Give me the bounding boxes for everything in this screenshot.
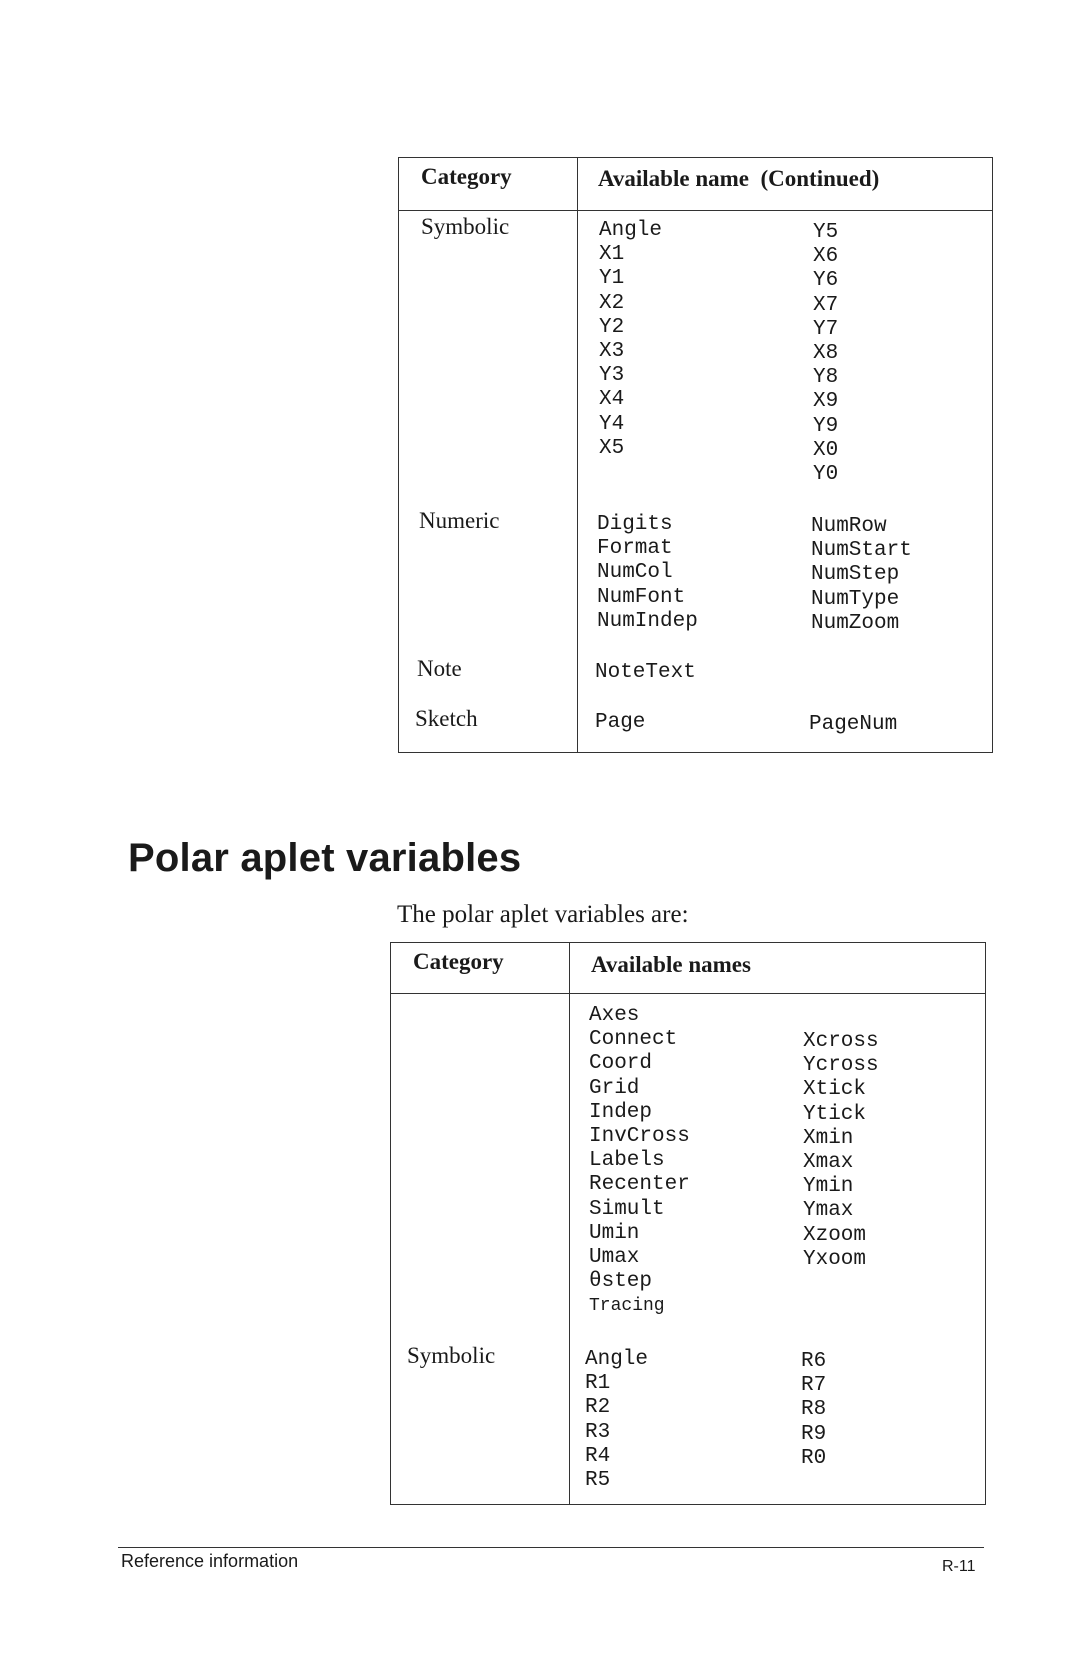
plot-names-col2 bbox=[803, 1030, 879, 1272]
column-divider bbox=[577, 158, 578, 752]
list-item: R8 bbox=[801, 1398, 827, 1422]
list-item: Ycross bbox=[803, 1054, 879, 1078]
sketch-names-col1 bbox=[595, 711, 645, 735]
category-numeric: Numeric bbox=[419, 508, 500, 533]
list-item: NumStart bbox=[811, 539, 912, 563]
list-item: θstep bbox=[589, 1270, 653, 1294]
list-item: NoteText bbox=[595, 661, 696, 684]
list-item: NumFont bbox=[597, 585, 686, 609]
list-item: Xmin bbox=[803, 1126, 854, 1150]
list-item: Xzoom bbox=[803, 1223, 867, 1247]
list-item: Ymax bbox=[803, 1199, 854, 1223]
category-note: Note bbox=[417, 656, 462, 681]
list-item: PageNum bbox=[809, 713, 898, 736]
list-item: R5 bbox=[585, 1469, 611, 1493]
polar-variables-table bbox=[390, 942, 986, 1505]
list-item: Ytick bbox=[803, 1102, 867, 1126]
list-item: NumRow bbox=[811, 515, 887, 538]
list-item: Labels bbox=[589, 1149, 665, 1173]
list-item: R1 bbox=[585, 1372, 611, 1396]
header-divider bbox=[399, 210, 992, 211]
numeric-names-col2 bbox=[811, 515, 912, 636]
plot-names-col1 bbox=[589, 1004, 690, 1319]
list-item: X2 bbox=[599, 291, 625, 315]
list-item: NumCol bbox=[597, 561, 673, 585]
page-number: R-11 bbox=[942, 1558, 976, 1575]
category-symbolic: Symbolic bbox=[421, 214, 510, 239]
list-item: Y1 bbox=[599, 267, 625, 291]
list-item: Digits bbox=[597, 513, 673, 536]
header-available-name: Available name (Continued) bbox=[598, 166, 880, 191]
header-available-names: Available names bbox=[591, 952, 751, 977]
list-item: Recenter bbox=[589, 1173, 690, 1197]
symbolic-names-col1 bbox=[599, 219, 662, 461]
list-item: Ymin bbox=[803, 1175, 854, 1199]
list-item: Y4 bbox=[599, 412, 625, 436]
list-item: InvCross bbox=[589, 1125, 690, 1149]
list-item: NumZoom bbox=[811, 611, 900, 635]
list-item: Y7 bbox=[813, 317, 839, 341]
list-item: Indep bbox=[589, 1100, 653, 1124]
header-divider bbox=[391, 993, 985, 994]
header-category: Category bbox=[413, 949, 504, 974]
list-item: NumType bbox=[811, 587, 900, 611]
symbolic-names-col2 bbox=[801, 1350, 826, 1471]
list-item: R3 bbox=[585, 1420, 611, 1444]
list-item: Axes bbox=[589, 1004, 640, 1027]
list-item: Yxoom bbox=[803, 1247, 867, 1271]
symbolic-names-col2 bbox=[813, 221, 838, 487]
list-item: Grid bbox=[589, 1076, 640, 1100]
list-item: Xmax bbox=[803, 1151, 854, 1175]
list-item: X8 bbox=[813, 342, 839, 366]
section-title: Polar aplet variables bbox=[128, 836, 522, 880]
list-item: Y0 bbox=[813, 463, 839, 487]
column-divider bbox=[569, 943, 570, 1504]
list-item: Simult bbox=[589, 1197, 665, 1221]
note-names-col1 bbox=[595, 661, 696, 685]
list-item: Umin bbox=[589, 1221, 640, 1245]
list-item: Y8 bbox=[813, 366, 839, 390]
list-item: R6 bbox=[801, 1350, 827, 1373]
footer-rule bbox=[118, 1547, 984, 1548]
symbolic-names-col1 bbox=[585, 1348, 648, 1493]
header-category: Category bbox=[421, 164, 512, 189]
list-item: R2 bbox=[585, 1396, 611, 1420]
list-item: Xcross bbox=[803, 1030, 879, 1053]
list-item: NumIndep bbox=[597, 609, 698, 633]
list-item: X7 bbox=[813, 293, 839, 317]
list-item: X6 bbox=[813, 245, 839, 269]
list-item: Y9 bbox=[813, 414, 839, 438]
list-item: Xtick bbox=[803, 1078, 867, 1102]
list-item: X1 bbox=[599, 243, 625, 267]
list-item: Y3 bbox=[599, 364, 625, 388]
sketch-names-col2 bbox=[809, 713, 897, 737]
list-item: X0 bbox=[813, 438, 839, 462]
list-item: Tracing bbox=[589, 1296, 665, 1317]
list-item: Y2 bbox=[599, 315, 625, 339]
list-item: Connect bbox=[589, 1028, 678, 1052]
list-item: Angle bbox=[585, 1348, 649, 1371]
list-item: Y6 bbox=[813, 269, 839, 293]
variables-table-continued bbox=[398, 157, 993, 753]
list-item: X5 bbox=[599, 436, 625, 460]
footer-section-name: Reference information bbox=[121, 1551, 299, 1571]
numeric-names-col1 bbox=[597, 513, 698, 634]
intro-text: The polar aplet variables are: bbox=[397, 901, 689, 928]
category-symbolic: Symbolic bbox=[407, 1343, 496, 1368]
list-item: Y5 bbox=[813, 221, 839, 244]
list-item: Coord bbox=[589, 1052, 653, 1076]
list-item: Format bbox=[597, 537, 673, 561]
list-item: R0 bbox=[801, 1446, 827, 1470]
list-item: R7 bbox=[801, 1374, 827, 1398]
list-item: Umax bbox=[589, 1246, 640, 1270]
list-item: X4 bbox=[599, 388, 625, 412]
list-item: X9 bbox=[813, 390, 839, 414]
list-item: R9 bbox=[801, 1422, 827, 1446]
list-item: NumStep bbox=[811, 563, 900, 587]
list-item: Angle bbox=[599, 219, 663, 242]
list-item: X3 bbox=[599, 340, 625, 364]
list-item: R4 bbox=[585, 1444, 611, 1468]
category-sketch: Sketch bbox=[415, 706, 478, 731]
list-item: Page bbox=[595, 711, 646, 734]
